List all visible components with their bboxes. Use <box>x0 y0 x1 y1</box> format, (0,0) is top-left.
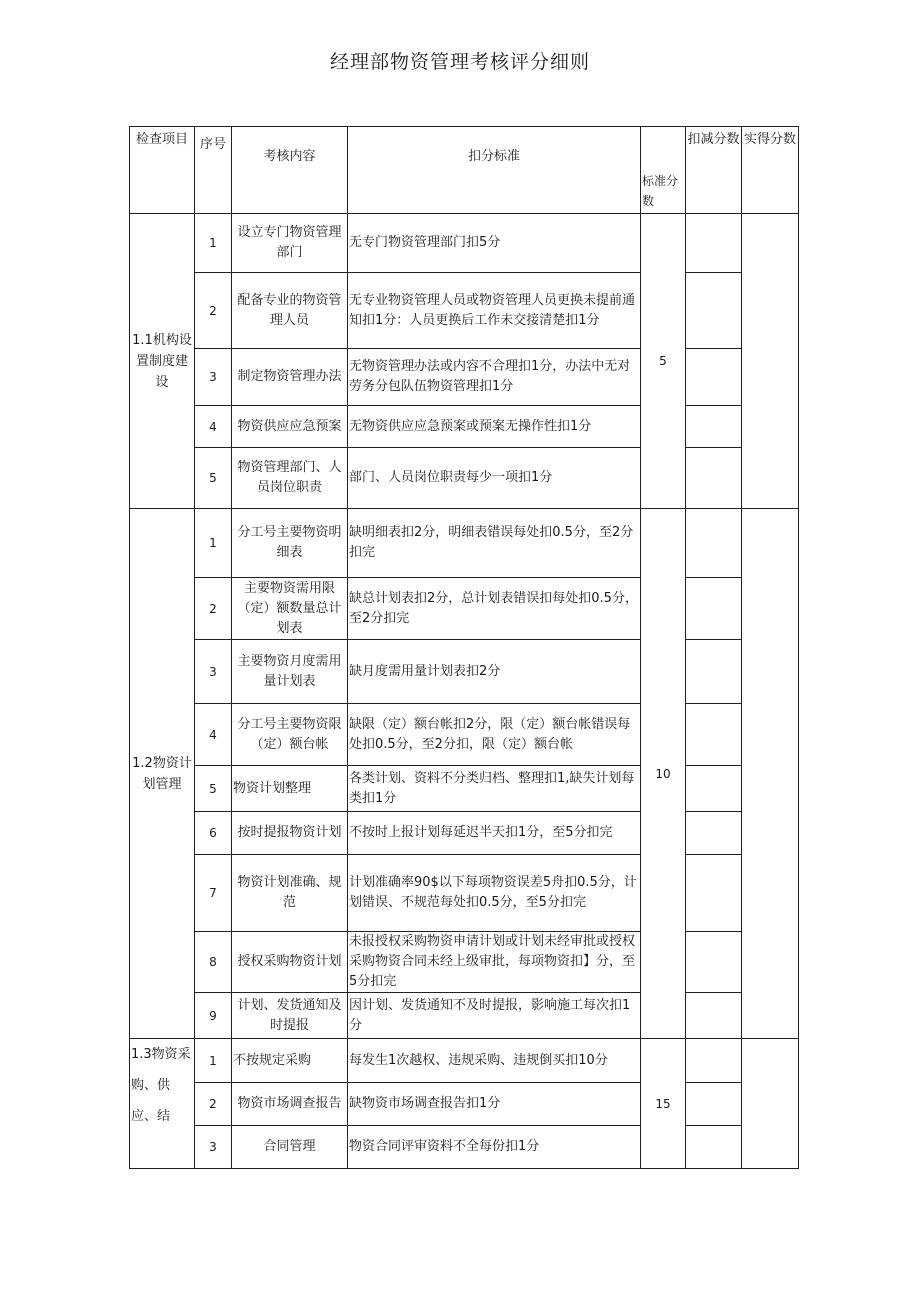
table-row <box>130 273 799 349</box>
table-row <box>130 932 799 993</box>
deduct-score-cell[interactable] <box>686 704 742 766</box>
row-content: 制定物资管理办法 <box>232 349 348 406</box>
row-criteria: 缺总计划表扣2分，总计划表错误扣每处扣0.5分，至2分扣完 <box>348 578 641 640</box>
row-content: 设立专门物资管理部门 <box>232 214 348 273</box>
table-row <box>130 214 799 273</box>
row-content: 分工号主要物资明细表 <box>232 509 348 578</box>
table-row <box>130 448 799 509</box>
assessment-table <box>129 126 799 1169</box>
table-row <box>130 704 799 766</box>
row-content: 合同管理 <box>232 1126 348 1169</box>
row-seq: 3 <box>195 349 232 406</box>
section-name: 1.1机构设置制度建设 <box>130 214 195 509</box>
deduct-score-cell[interactable] <box>686 640 742 704</box>
deduct-score-cell[interactable] <box>686 1126 742 1169</box>
row-criteria: 缺明细表扣2分，明细表错误每处扣0.5分，至2分扣完 <box>348 509 641 578</box>
header-seq: 序号 <box>195 127 232 214</box>
section-standard-score: 10 <box>641 509 686 1039</box>
actual-score-cell[interactable] <box>742 214 799 509</box>
row-criteria: 无专门物资管理部门扣5分 <box>348 214 641 273</box>
row-criteria: 部门、人员岗位职责每少一项扣1分 <box>348 448 641 509</box>
row-criteria: 缺限（定）额台帐扣2分，限（定）额台帐错误每处扣0.5分，至2分扣，限（定）额台帐 <box>348 704 641 766</box>
table-row <box>130 578 799 640</box>
table-row <box>130 766 799 812</box>
header-criteria: 扣分标准 <box>348 127 641 214</box>
row-content: 授权采购物资计划 <box>232 932 348 993</box>
table-row <box>130 812 799 855</box>
row-criteria: 未报授权采购物资申请计划或计划未经审批或授权采购物资合同未经上级审批，每项物资扣】分，至5分扣完 <box>348 932 641 993</box>
deduct-score-cell[interactable] <box>686 1039 742 1083</box>
deduct-score-cell[interactable] <box>686 273 742 349</box>
row-criteria: 物资合同评审资料不全每份扣1分 <box>348 1126 641 1169</box>
table-row <box>130 993 799 1039</box>
table-row <box>130 509 799 578</box>
row-criteria: 因计划、发货通知不及时提报，影响施工每次扣1分 <box>348 993 641 1039</box>
row-seq: 8 <box>195 932 232 993</box>
deduct-score-cell[interactable] <box>686 448 742 509</box>
row-seq: 5 <box>195 448 232 509</box>
row-seq: 1 <box>195 509 232 578</box>
row-seq: 1 <box>195 1039 232 1083</box>
row-seq: 2 <box>195 1083 232 1126</box>
row-seq: 2 <box>195 273 232 349</box>
row-content: 物资供应应急预案 <box>232 406 348 448</box>
table-row <box>130 349 799 406</box>
row-criteria: 无物资供应应急预案或预案无操作性扣1分 <box>348 406 641 448</box>
row-content: 分工号主要物资限（定）额台帐 <box>232 704 348 766</box>
row-criteria: 每发生1次越权、违规采购、违规倒买扣10分 <box>348 1039 641 1083</box>
section-name: 1.2物资计划管理 <box>130 509 195 1039</box>
deduct-score-cell[interactable] <box>686 214 742 273</box>
row-criteria: 不按时上报计划每延迟半天扣1分，至5分扣完 <box>348 812 641 855</box>
row-seq: 9 <box>195 993 232 1039</box>
deduct-score-cell[interactable] <box>686 509 742 578</box>
table-row <box>130 1083 799 1126</box>
row-content: 物资管理部门、人员岗位职责 <box>232 448 348 509</box>
section-name: 1.3物资采购、供应、结 <box>130 1039 195 1169</box>
header-item: 检查项目 <box>130 127 195 214</box>
row-content: 主要物资月度需用量计划表 <box>232 640 348 704</box>
header-deduct: 扣减分数 <box>686 127 742 214</box>
table-row <box>130 640 799 704</box>
header-actual: 实得分数 <box>742 127 799 214</box>
table-row <box>130 406 799 448</box>
row-criteria: 各类计划、资料不分类归档、整理扣1,缺失计划每类扣1分 <box>348 766 641 812</box>
row-content: 配备专业的物资管理人员 <box>232 273 348 349</box>
header-row <box>130 127 799 214</box>
row-content: 不按规定采购 <box>232 1039 348 1083</box>
deduct-score-cell[interactable] <box>686 578 742 640</box>
page-title: 经理部物资管理考核评分细则 <box>329 51 590 73</box>
row-content: 计划、发货通知及时提报 <box>232 993 348 1039</box>
row-seq: 6 <box>195 812 232 855</box>
deduct-score-cell[interactable] <box>686 1083 742 1126</box>
table-row <box>130 1126 799 1169</box>
actual-score-cell[interactable] <box>742 509 799 1039</box>
table-row <box>130 855 799 932</box>
deduct-score-cell[interactable] <box>686 406 742 448</box>
row-criteria: 计划准确率90$以下每项物资误差5舟扣0.5分，计划错误、不规范每处扣0.5分，至5分扣完 <box>348 855 641 932</box>
deduct-score-cell[interactable] <box>686 766 742 812</box>
row-seq: 4 <box>195 704 232 766</box>
row-seq: 2 <box>195 578 232 640</box>
row-content: 物资市场调查报告 <box>232 1083 348 1126</box>
row-content: 主要物资需用限（定）额数量总计划表 <box>232 578 348 640</box>
table-row <box>130 1039 799 1083</box>
deduct-score-cell[interactable] <box>686 349 742 406</box>
row-criteria: 无物资管理办法或内容不合理扣1分，办法中无对劳务分包队伍物资管理扣1分 <box>348 349 641 406</box>
row-seq: 3 <box>195 640 232 704</box>
header-content: 考核内容 <box>232 127 348 214</box>
deduct-score-cell[interactable] <box>686 932 742 993</box>
deduct-score-cell[interactable] <box>686 993 742 1039</box>
header-standard: 标准分数 <box>641 127 686 214</box>
row-seq: 4 <box>195 406 232 448</box>
row-criteria: 缺月度需用量计划表扣2分 <box>348 640 641 704</box>
deduct-score-cell[interactable] <box>686 812 742 855</box>
row-content: 物资计划准确、规范 <box>232 855 348 932</box>
deduct-score-cell[interactable] <box>686 855 742 932</box>
row-seq: 1 <box>195 214 232 273</box>
row-seq: 5 <box>195 766 232 812</box>
row-content: 物资计划整理 <box>232 766 348 812</box>
section-standard-score: 15 <box>641 1039 686 1169</box>
row-content: 按时提报物资计划 <box>232 812 348 855</box>
row-seq: 3 <box>195 1126 232 1169</box>
actual-score-cell[interactable] <box>742 1039 799 1169</box>
row-criteria: 缺物资市场调查报告扣1分 <box>348 1083 641 1126</box>
section-standard-score: 5 <box>641 214 686 509</box>
row-criteria: 无专业物资管理人员或物资管理人员更换未提前通知扣1分：人员更换后工作未交接清楚扣1分 <box>348 273 641 349</box>
row-seq: 7 <box>195 855 232 932</box>
